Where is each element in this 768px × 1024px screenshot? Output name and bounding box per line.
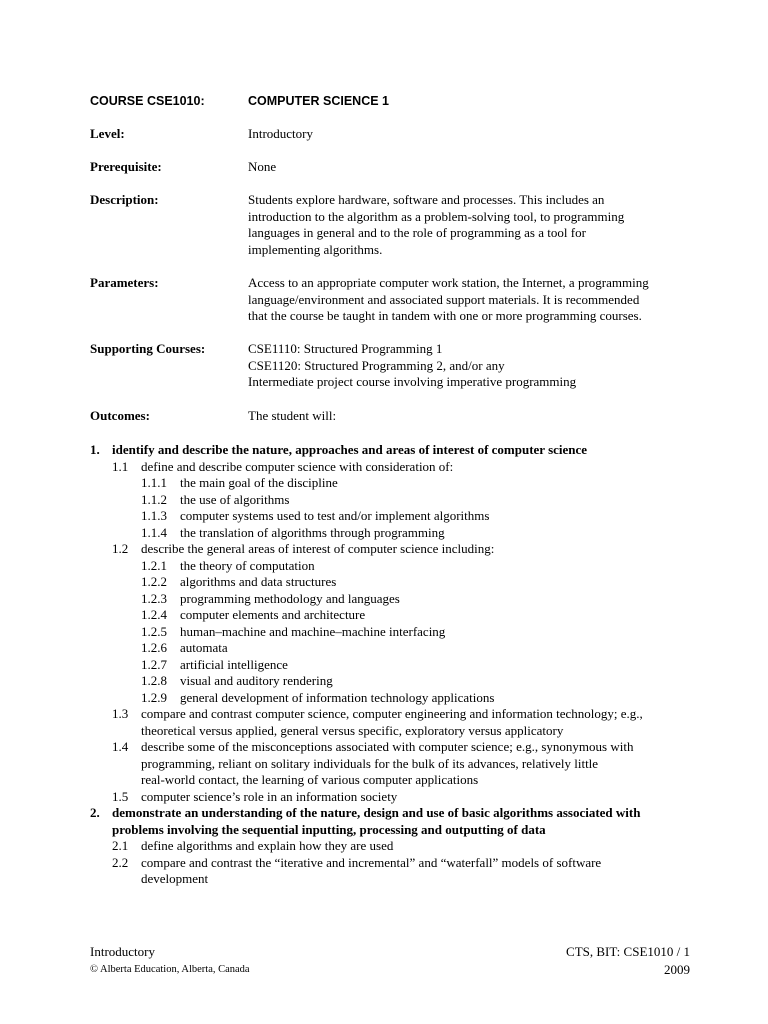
outcome-text: theoretical versus applied, general versus specific, exploratory versus applicatory [141, 722, 564, 738]
outcome-text: computer systems used to test and/or implement algorithms [180, 508, 490, 523]
outcome-item [90, 492, 690, 509]
outcome-text: programming, reliant on solitary individuals for the bulk of its advances, relatively little [141, 755, 599, 771]
field-value-line: Introductory [248, 126, 313, 141]
field-value [248, 408, 688, 425]
outcome-number: 1.4 [112, 739, 129, 754]
outcome-number: 1.2 [112, 541, 129, 556]
page-footer [90, 944, 690, 984]
outcome-item [90, 657, 690, 674]
outcome-number: 1.2.5 [141, 623, 167, 639]
outcome-item [90, 591, 690, 608]
outcome-text: automata [180, 640, 228, 655]
outcome-number: 2. [90, 805, 100, 820]
outcome-text: compare and contrast the “iterative and incremental” and “waterfall” models of software [141, 854, 602, 870]
outcome-item [90, 541, 690, 558]
outcome-item [90, 805, 690, 822]
field-value-line: The student will: [248, 408, 337, 423]
outcome-text: define algorithms and explain how they are used [141, 838, 394, 853]
outcome-number: 1.2.9 [141, 689, 167, 705]
outcome-item [90, 723, 690, 740]
outcome-item [90, 855, 690, 872]
field-value [248, 126, 688, 143]
outcome-item [90, 789, 690, 806]
outcome-number: 1.2.2 [141, 574, 167, 589]
outcome-number: 1.3 [112, 706, 129, 721]
outcome-text: demonstrate an understanding of the nature, design and use of basic algorithms associated with [112, 805, 641, 820]
field-label: Description: [90, 192, 159, 207]
outcome-number: 2.1 [112, 838, 129, 853]
outcome-text: computer elements and architecture [180, 607, 366, 622]
field-value-line: Students explore hardware, software and processes. This includes an [248, 192, 605, 207]
outcome-item [90, 574, 690, 591]
outcome-number: 1.2.4 [141, 607, 167, 622]
outcome-text: algorithms and data structures [180, 574, 337, 589]
outcome-item [90, 442, 690, 459]
outcome-item [90, 607, 690, 624]
field-value [248, 159, 688, 176]
outcome-number: 1.5 [112, 788, 129, 804]
outcome-text: computer science’s role in an information society [141, 788, 398, 804]
outcome-item [90, 838, 690, 855]
field-value-line: Access to an appropriate computer work station, the Internet, a programming [248, 275, 649, 290]
course-title: COMPUTER SCIENCE 1 [248, 94, 389, 108]
field-value-line: CSE1120: Structured Programming 2, and/or any [248, 357, 505, 373]
footer-year: 2009 [664, 962, 690, 977]
outcome-number: 2.2 [112, 854, 129, 870]
outcome-number: 1.1 [112, 458, 129, 474]
field-value [248, 192, 688, 258]
field-label: Parameters: [90, 275, 159, 290]
outcome-text: the use of algorithms [180, 491, 290, 507]
outcome-item [90, 475, 690, 492]
field-label: Supporting Courses: [90, 341, 206, 356]
outcome-item [90, 822, 690, 839]
outcome-item [90, 673, 690, 690]
field-label: Outcomes: [90, 408, 150, 423]
outcome-item [90, 756, 690, 773]
outcome-number: 1.1.2 [141, 491, 167, 507]
outcome-text: the theory of computation [180, 557, 315, 573]
outcome-item [90, 558, 690, 575]
field-value-line: None [248, 159, 277, 174]
outcome-item [90, 508, 690, 525]
outcome-item [90, 525, 690, 542]
outcome-number: 1.1.4 [141, 524, 167, 540]
course-code: COURSE CSE1010: [90, 94, 205, 108]
outcome-number: 1.1.1 [141, 475, 167, 490]
outcome-text: problems involving the sequential inputting, processing and outputting of data [112, 821, 546, 837]
outcome-item [90, 871, 690, 888]
field-value-line: introduction to the algorithm as a problem-solving tool, to programming [248, 208, 625, 224]
field-value-line: Intermediate project course involving imperative programming [248, 374, 577, 389]
field-value [248, 275, 688, 325]
footer-level: Introductory [90, 944, 155, 959]
outcomes-list [90, 442, 690, 888]
outcome-item [90, 690, 690, 707]
outcome-item [90, 640, 690, 657]
outcome-number: 1.2.3 [141, 590, 167, 606]
outcome-item [90, 772, 690, 789]
outcome-text: describe some of the misconceptions associated with computer science; e.g., synonymous with [141, 739, 634, 754]
field-value [248, 341, 688, 391]
footer-course-ref: CTS, BIT: CSE1010 / 1 [566, 944, 690, 959]
outcome-text: the translation of algorithms through programming [180, 524, 445, 540]
outcome-text: programming methodology and languages [180, 590, 400, 606]
outcome-number: 1. [90, 442, 100, 457]
outcome-text: artificial intelligence [180, 656, 288, 672]
outcome-item [90, 459, 690, 476]
outcome-item [90, 706, 690, 723]
field-value-line: language/environment and associated support materials. It is recommended [248, 291, 640, 307]
outcome-number: 1.2.1 [141, 557, 167, 573]
outcome-item [90, 739, 690, 756]
outcome-text: compare and contrast computer science, computer engineering and information technology; e.g., [141, 706, 643, 721]
field-value-line: that the course be taught in tandem with one or more programming courses. [248, 308, 642, 323]
outcome-text: identify and describe the nature, approaches and areas of interest of computer science [112, 442, 588, 457]
field-value-line: languages in general and to the role of programming as a tool for [248, 225, 586, 240]
outcome-number: 1.2.8 [141, 673, 167, 688]
field-label: Prerequisite: [90, 159, 162, 174]
outcome-number: 1.2.7 [141, 656, 167, 672]
outcome-text: visual and auditory rendering [180, 673, 333, 688]
field-label: Level: [90, 126, 125, 141]
field-value-line: CSE1110: Structured Programming 1 [248, 341, 443, 356]
outcome-text: the main goal of the discipline [180, 475, 338, 490]
outcome-number: 1.2.6 [141, 640, 167, 655]
footer-copyright: © Alberta Education, Alberta, Canada [90, 964, 250, 975]
outcome-text: general development of information technology applications [180, 689, 495, 705]
outcome-text: development [141, 871, 209, 886]
outcome-item [90, 624, 690, 641]
outcome-text: define and describe computer science with consideration of: [141, 458, 454, 474]
outcome-text: real-world contact, the learning of various computer applications [141, 772, 479, 787]
outcome-number: 1.1.3 [141, 508, 167, 523]
outcome-text: describe the general areas of interest of computer science including: [141, 541, 495, 556]
outcome-text: human–machine and machine–machine interfacing [180, 623, 446, 639]
field-value-line: implementing algorithms. [248, 241, 383, 257]
